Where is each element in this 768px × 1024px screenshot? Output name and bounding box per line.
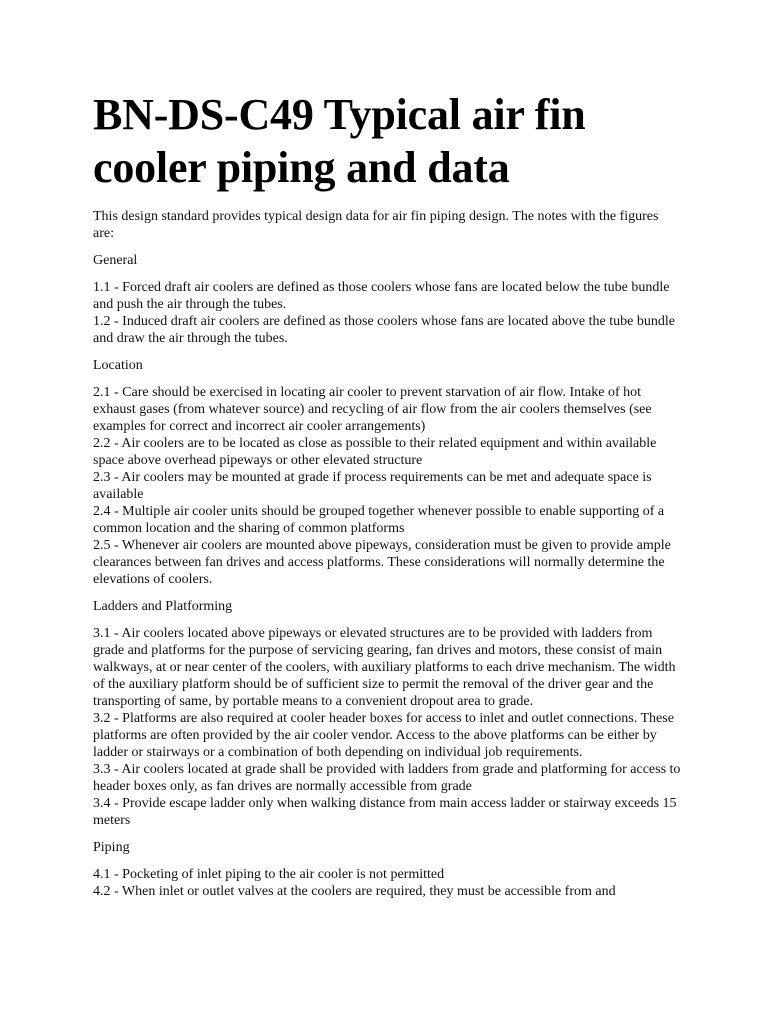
section-items (93, 625, 681, 829)
section-heading: Ladders and Platforming (93, 599, 233, 614)
section-heading: Location (93, 358, 143, 373)
section-location (93, 357, 681, 588)
list-item: 3.4 - Provide escape ladder only when walking distance from main access ladder or stairway exceeds 15 meters (93, 796, 677, 828)
intro-paragraph: This design standard provides typical design data for air fin piping design. The notes with the figures are: (93, 209, 659, 241)
list-item: 1.2 - Induced draft air coolers are defined as those coolers whose fans are located above the tube bundle and draw the air through the tubes. (93, 314, 675, 346)
list-item: 3.2 - Platforms are also required at cooler header boxes for access to inlet and outlet connections. These platforms are often provided by the air cooler vendor. Access to the above platforms can be either by ladder or stairways or a combination of both depending on individual job requirements. (93, 711, 674, 760)
section-items (93, 866, 681, 900)
list-item: 2.4 - Multiple air cooler units should be grouped together whenever possible to enable supporting of a common location and the sharing of common platforms (93, 504, 665, 536)
section-heading: Piping (93, 840, 130, 855)
document-page (93, 88, 681, 910)
list-item: 4.1 - Pocketing of inlet piping to the air cooler is not permitted (93, 867, 445, 882)
section-general (93, 252, 681, 347)
list-item: 2.1 - Care should be exercised in locating air cooler to prevent starvation of air flow. Intake of hot exhaust gases (from whatever source) and recycling of air flow from the air coolers themselves (see examples for correct and incorrect air cooler arrangements) (93, 385, 652, 434)
list-item: 3.1 - Air coolers located above pipeways or elevated structures are to be provided with ladders from grade and platforms for the purpose of servicing gearing, fan drives and motors, these consist of main walkways, at or near center of the coolers, with auxiliary platforms to each drive mechanism. The width of the auxiliary platform should be of sufficient size to permit the removal of the driver gear and the transporting of same, by portable means to a convenient dropout area to grade. (93, 626, 676, 709)
section-items (93, 384, 681, 588)
list-item: 2.2 - Air coolers are to be located as close as possible to their related equipment and within available space above overhead pipeways or other elevated structure (93, 436, 657, 468)
section-piping (93, 839, 681, 900)
list-item: 1.1 - Forced draft air coolers are defined as those coolers whose fans are located below the tube bundle and push the air through the tubes. (93, 280, 670, 312)
section-ladders-platforming (93, 598, 681, 829)
list-item: 3.3 - Air coolers located at grade shall be provided with ladders from grade and platforming for access to header boxes only, as fan drives are normally accessible from grade (93, 762, 681, 794)
section-items (93, 279, 681, 347)
list-item: 2.5 - Whenever air coolers are mounted above pipeways, consideration must be given to provide ample clearances between fan drives and access platforms. These considerations will normally determine the elevations of coolers. (93, 538, 671, 587)
section-heading: General (93, 253, 138, 268)
list-item: 4.2 - When inlet or outlet valves at the coolers are required, they must be accessible from and (93, 884, 616, 899)
list-item: 2.3 - Air coolers may be mounted at grade if process requirements can be met and adequate space is available (93, 470, 652, 502)
page-title: BN-DS-C49 Typical air fin cooler piping and data (93, 90, 586, 192)
